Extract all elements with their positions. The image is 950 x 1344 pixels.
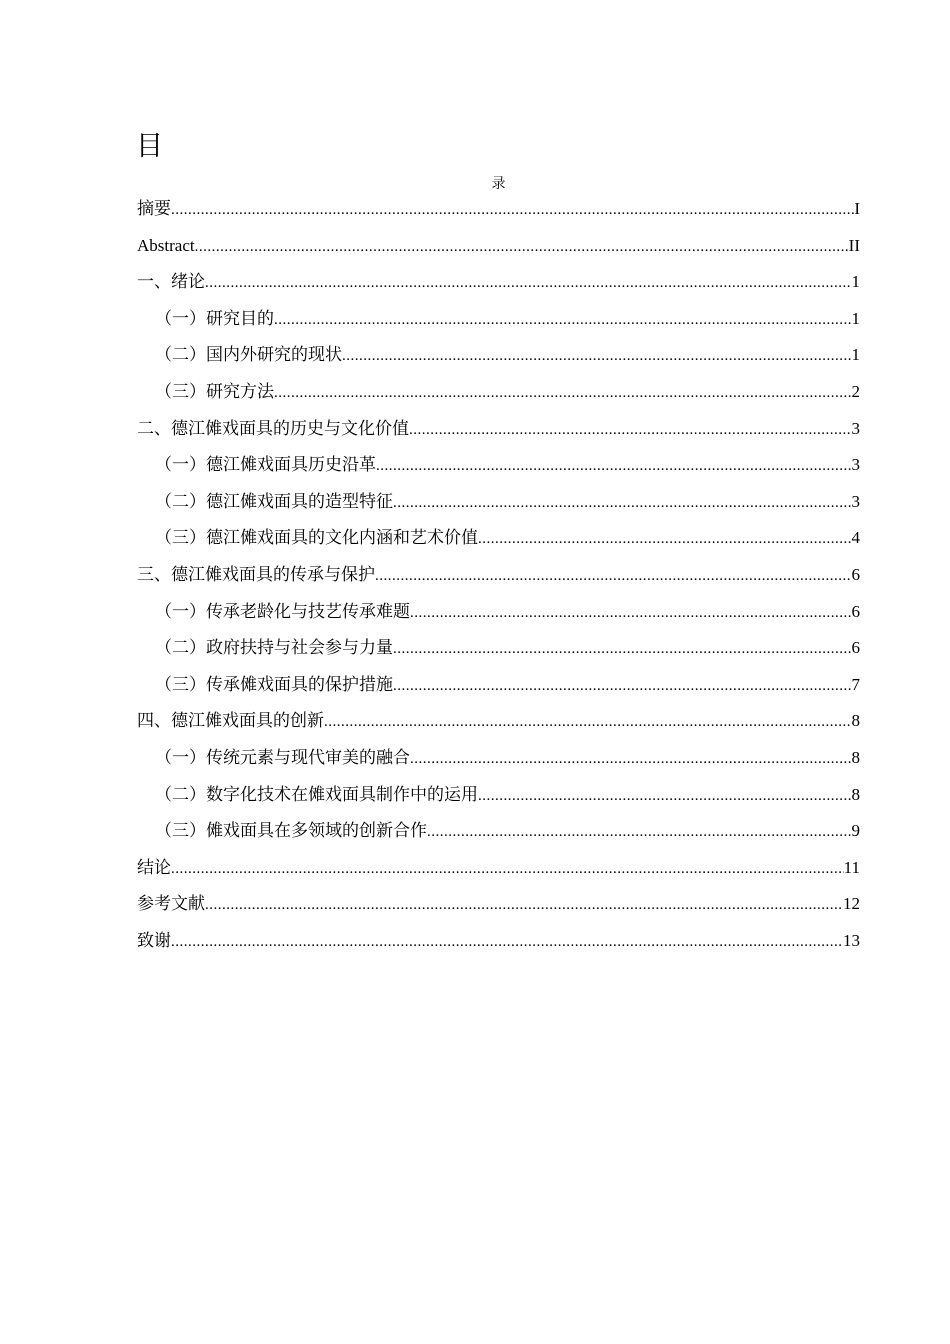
- leader-dots: [393, 674, 852, 698]
- leader-dots: [274, 308, 852, 332]
- toc-entry[interactable]: [137, 417, 860, 454]
- toc-entry-page: 3: [851, 491, 860, 511]
- toc-entry-page: 6: [851, 601, 860, 621]
- leader-dots: [324, 710, 852, 734]
- toc-entry[interactable]: [137, 234, 860, 271]
- toc-entry-label: （一）德江傩戏面具历史沿革: [155, 455, 376, 475]
- leader-dots: [393, 637, 852, 661]
- leader-dots: [171, 198, 854, 222]
- leader-dots: [409, 418, 852, 442]
- toc-entry[interactable]: [137, 746, 860, 783]
- leader-dots: [375, 564, 852, 588]
- toc-entry-label: Abstract: [137, 235, 195, 255]
- leader-dots: [393, 491, 852, 515]
- toc-entry[interactable]: [137, 929, 860, 966]
- toc-entry[interactable]: [137, 673, 860, 710]
- leader-dots: [342, 344, 852, 368]
- toc-entry[interactable]: [137, 270, 860, 307]
- toc-entry-page: 1: [851, 308, 860, 328]
- toc-entry-label: （二）数字化技术在傩戏面具制作中的运用: [155, 784, 478, 804]
- toc-entry-label: （二）德江傩戏面具的造型特征: [155, 491, 393, 511]
- toc-entry-page: 3: [851, 455, 860, 475]
- leader-dots: [274, 381, 852, 405]
- toc-entry-page: 3: [851, 418, 860, 438]
- toc-entry[interactable]: [137, 490, 860, 527]
- toc-entry-page: 8: [851, 747, 860, 767]
- toc-entry-page: I: [854, 199, 860, 218]
- toc-entry[interactable]: [137, 636, 860, 673]
- toc-entry[interactable]: [137, 783, 860, 820]
- toc-entry[interactable]: [137, 307, 860, 344]
- toc-entry[interactable]: [137, 856, 860, 893]
- toc-entry[interactable]: [137, 526, 860, 563]
- toc-entry-label: （三）传承傩戏面具的保护措施: [155, 674, 393, 694]
- leader-dots: [410, 747, 852, 771]
- leader-dots: [205, 893, 843, 917]
- toc-entry-page: 11: [843, 857, 860, 877]
- toc-entry-page: 1: [851, 272, 860, 292]
- leader-dots: [376, 454, 852, 478]
- toc-entry-page: 1: [851, 345, 860, 365]
- toc-entry-page: 8: [851, 711, 860, 731]
- leader-dots: [478, 527, 852, 551]
- toc-entry-label: （三）研究方法: [155, 381, 274, 401]
- toc-entry-label: 三、德江傩戏面具的传承与保护: [137, 564, 375, 584]
- toc-entry-page: 2: [851, 381, 860, 401]
- toc-entry[interactable]: [137, 197, 860, 234]
- toc-entry-page: II: [848, 235, 860, 255]
- toc-entry-label: （三）傩戏面具在多领域的创新合作: [155, 821, 427, 841]
- toc-entry-label: （一）研究目的: [155, 308, 274, 328]
- toc-entry[interactable]: [137, 380, 860, 417]
- leader-dots: [205, 271, 852, 295]
- toc-entry-label: 结论: [137, 857, 171, 877]
- toc-entry[interactable]: [137, 819, 860, 856]
- toc-entry-label: （二）国内外研究的现状: [155, 345, 342, 365]
- leader-dots: [410, 601, 852, 625]
- toc-entry-page: 12: [843, 894, 860, 914]
- toc-entry-label: （三）德江傩戏面具的文化内涵和艺术价值: [155, 528, 478, 548]
- toc-entry[interactable]: [137, 453, 860, 490]
- toc-title-second-char: 录: [491, 177, 506, 192]
- toc-entry-label: 致谢: [137, 930, 171, 950]
- toc-entry-page: 8: [851, 784, 860, 804]
- toc-entry-label: 四、德江傩戏面具的创新: [137, 711, 324, 731]
- toc-entry-label: 二、德江傩戏面具的历史与文化价值: [137, 418, 409, 438]
- toc-title-first-char: 目: [136, 131, 163, 162]
- leader-dots: [171, 930, 843, 954]
- toc-entry[interactable]: [137, 709, 860, 746]
- leader-dots: [478, 784, 852, 808]
- toc-entry[interactable]: [137, 600, 860, 637]
- toc-entry-label: 一、绪论: [137, 272, 205, 292]
- toc-entry-label: （一）传统元素与现代审美的融合: [155, 747, 410, 767]
- toc-entry[interactable]: [137, 563, 860, 600]
- toc-entry-label: （一）传承老龄化与技艺传承难题: [155, 601, 410, 621]
- toc-entry-page: 7: [851, 674, 860, 694]
- toc-entry-label: （二）政府扶持与社会参与力量: [155, 638, 393, 658]
- toc-entry-page: 13: [843, 930, 860, 950]
- toc-entry-label: 摘要: [137, 199, 171, 218]
- toc-entry-page: 9: [851, 821, 860, 841]
- toc-entry-page: 6: [851, 638, 860, 658]
- table-of-contents: [137, 197, 860, 965]
- toc-entry-page: 4: [851, 528, 860, 548]
- leader-dots: [171, 857, 844, 881]
- toc-entry-label: 参考文献: [137, 894, 205, 914]
- toc-entry-page: 6: [851, 564, 860, 584]
- toc-entry[interactable]: [137, 343, 860, 380]
- toc-entry[interactable]: [137, 892, 860, 929]
- leader-dots: [195, 235, 849, 259]
- leader-dots: [427, 820, 852, 844]
